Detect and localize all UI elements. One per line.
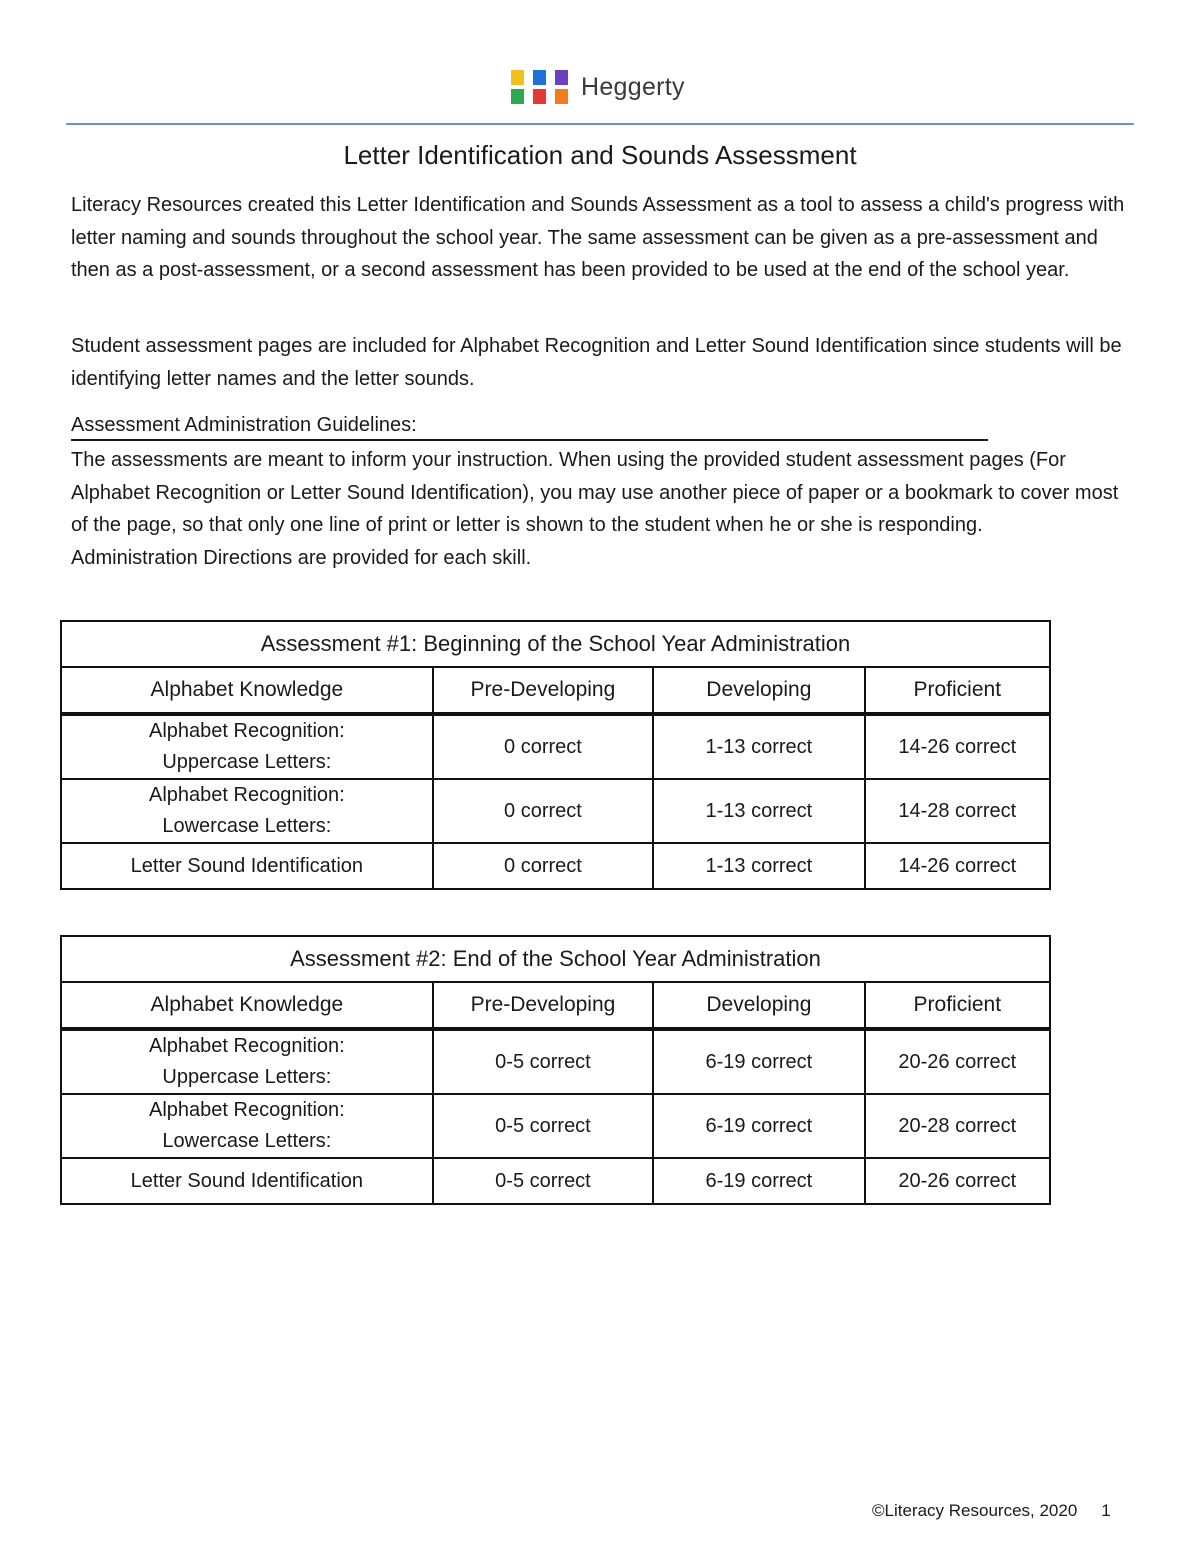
copyright-text: ©Literacy Resources, 2020 [872,1501,1078,1520]
proficient-cell: 14-26 correct [865,843,1050,889]
skill-label: Alphabet Recognition: [149,720,345,742]
proficient-cell: 20-26 correct [865,1158,1050,1204]
assessment-2-table [60,935,1051,1205]
table-row [61,714,1050,779]
table-caption: Assessment #2: End of the School Year Administration [61,936,1050,982]
pre-developing-cell: 0-5 correct [433,1094,653,1158]
column-header: Proficient [865,667,1050,714]
developing-cell: 6-19 correct [653,1029,864,1094]
student-pages-paragraph [71,330,1136,395]
logo-square-purple [555,70,568,85]
pre-developing-cell: 0-5 correct [433,1158,653,1204]
skill-label: Alphabet Recognition: [149,1099,345,1121]
skill-cell: Letter Sound Identification [61,1158,433,1204]
pre-developing-cell: 0 correct [433,843,653,889]
paragraph-2: Student assessment pages are included for Alphabet Recognition and Letter Sound Identification since students will be identifying letter names and the letter sounds. [71,335,1122,390]
skill-cell [61,1094,433,1158]
column-header: Developing [653,982,864,1029]
paragraph-1: Literacy Resources created this Letter Identification and Sounds Assessment as a tool to assess a child's progress with letter naming and sounds throughout the school year. The same assessment can be given as a pre-assessment and then as a post-assessment, or a second assessment has been provided to be used at the end of the school year. [71,194,1125,281]
skill-sublabel: Uppercase Letters: [162,751,332,773]
table-row [61,1158,1050,1204]
logo-mark-icon [511,70,568,104]
logo-square-yellow [511,70,524,85]
column-header: Alphabet Knowledge [61,667,433,714]
skill-cell: Letter Sound Identification [61,843,433,889]
intro-paragraph [71,189,1136,287]
developing-cell: 6-19 correct [653,1094,864,1158]
assessment-1-table [60,620,1051,890]
table-caption: Assessment #1: Beginning of the School Year Administration [61,621,1050,667]
guidelines-heading: Assessment Administration Guidelines: [71,412,988,441]
table-row [61,1029,1050,1094]
table-row [61,843,1050,889]
pre-developing-cell: 0 correct [433,779,653,843]
proficient-cell: 14-28 correct [865,779,1050,843]
skill-sublabel: Uppercase Letters: [162,1066,332,1088]
directions-note: Administration Directions are provided for each skill. [71,546,532,569]
column-header: Alphabet Knowledge [61,982,433,1029]
skill-sublabel: Lowercase Letters: [162,1130,332,1152]
page-number: 1 [1101,1501,1111,1520]
proficient-cell: 20-28 correct [865,1094,1050,1158]
brand-name: Heggerty [581,72,685,101]
skill-cell [61,714,433,779]
logo-square-blue [533,70,546,85]
skill-cell [61,1029,433,1094]
column-header: Pre-Developing [433,982,653,1029]
table-row [61,1094,1050,1158]
logo-square-green [511,89,524,104]
column-header: Proficient [865,982,1050,1029]
logo-square-red [533,89,546,104]
skill-label: Alphabet Recognition: [149,1035,345,1057]
page-footer [872,1501,1111,1521]
proficient-cell: 20-26 correct [865,1029,1050,1094]
guidelines-section [71,409,1136,574]
table-row [61,779,1050,843]
pre-developing-cell: 0-5 correct [433,1029,653,1094]
proficient-cell: 14-26 correct [865,714,1050,779]
skill-sublabel: Lowercase Letters: [162,815,332,837]
header-divider [66,123,1134,125]
column-header: Pre-Developing [433,667,653,714]
developing-cell: 1-13 correct [653,714,864,779]
developing-cell: 1-13 correct [653,779,864,843]
developing-cell: 6-19 correct [653,1158,864,1204]
skill-cell [61,779,433,843]
guidelines-text: The assessments are meant to inform your instruction. When using the provided student assessment pages (For Alphabet Recognition or Letter Sound Identification), you may use another piece of paper or a bookmark to cover most of the page, so that only one line of print or letter is shown to the student when he or she is responding. [71,449,1119,536]
pre-developing-cell: 0 correct [433,714,653,779]
column-header: Developing [653,667,864,714]
developing-cell: 1-13 correct [653,843,864,889]
page-title: Letter Identification and Sounds Assessment [343,140,857,170]
skill-label: Alphabet Recognition: [149,784,345,806]
logo-square-orange [555,89,568,104]
heggerty-logo [511,68,685,106]
